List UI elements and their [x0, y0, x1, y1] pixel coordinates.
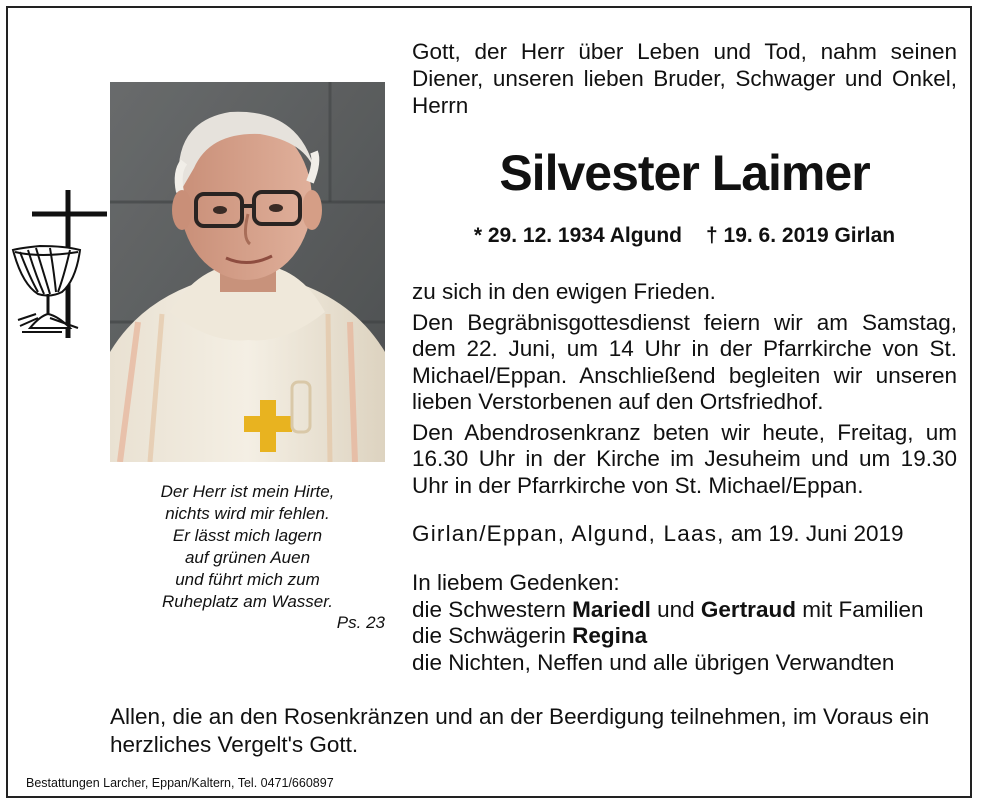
sister-name-1: Mariedl [572, 596, 651, 622]
psalm-line: und führt mich zum [175, 570, 320, 589]
place-date-line [412, 520, 957, 547]
deceased-name: Silvester Laimer [499, 145, 870, 201]
place-names: Girlan/Eppan, Algund, Laas, [412, 521, 725, 546]
sister-in-law-prefix: die Schwägerin [412, 623, 573, 648]
sister-name-2: Gertraud [700, 596, 796, 622]
psalm-line: Ruheplatz am Wasser. [161, 592, 333, 611]
life-dates [412, 221, 957, 251]
portrait-priest-photo [110, 82, 385, 462]
mourners-relatives: die Nichten, Neffen und alle übrigen Verwandten [412, 649, 895, 675]
obituary-body [412, 279, 957, 503]
psalm-line: auf grünen Auen [184, 548, 311, 567]
death-date: † 19. 6. 2019 Girlan [706, 224, 896, 247]
sisters-suffix: mit Familien [795, 596, 924, 622]
intro-line-2: Diener, unseren lieben Bruder, Schwager und Onkel, [412, 66, 957, 91]
sister-in-law-name: Regina [572, 623, 648, 648]
funeral-home-footer: Bestattungen Larcher, Eppan/Kaltern, Tel. 0471/660897 [26, 776, 334, 790]
cross-chalice-icon [10, 188, 110, 343]
sisters-connector: und [650, 596, 701, 622]
psalm-line: nichts wird mir fehlen. [165, 504, 330, 523]
birth-date: * 29. 12. 1934 Algund [473, 224, 683, 247]
psalm-line: Der Herr ist mein Hirte, [160, 482, 335, 501]
body-paragraph-3: Den Abendrosenkranz beten wir heute, Freitag, um 16.30 Uhr in der Kirche im Jesuheim und um 19.30 Uhr in der Pfarrkirche von St. Michael/Eppan. [412, 419, 957, 498]
memory-heading: In liebem Gedenken: [412, 570, 620, 595]
intro-text [412, 38, 957, 119]
intro-line-1: Gott, der Herr über Leben und Tod, nahm seinen [412, 39, 957, 64]
body-paragraph-1: zu sich in den ewigen Frieden. [412, 279, 716, 304]
psalm-reference: Ps. 23 [336, 613, 385, 632]
notice-date: am 19. Juni 2019 [730, 521, 904, 546]
intro-line-3: Herrn [412, 93, 469, 118]
mourners-sister-in-law [412, 623, 957, 650]
psalm-line: Er lässt mich lagern [172, 526, 323, 545]
mourners-sisters [412, 597, 957, 624]
psalm-quote [110, 481, 385, 613]
thanks-text: Allen, die an den Rosenkränzen und an der Beerdigung teilnehmen, im Voraus ein herzliches Vergelt's Gott. [110, 704, 930, 757]
body-paragraph-2: Den Begräbnisgottesdienst feiern wir am Samstag, dem 22. Juni, um 14 Uhr in der Pfarrkirche von St. Michael/Eppan. Anschließend begleiten wir unseren lieben Verstorbenen auf den Ortsfriedhof. [412, 309, 957, 414]
sisters-prefix: die Schwestern [412, 596, 573, 622]
mourners-list [412, 570, 957, 676]
